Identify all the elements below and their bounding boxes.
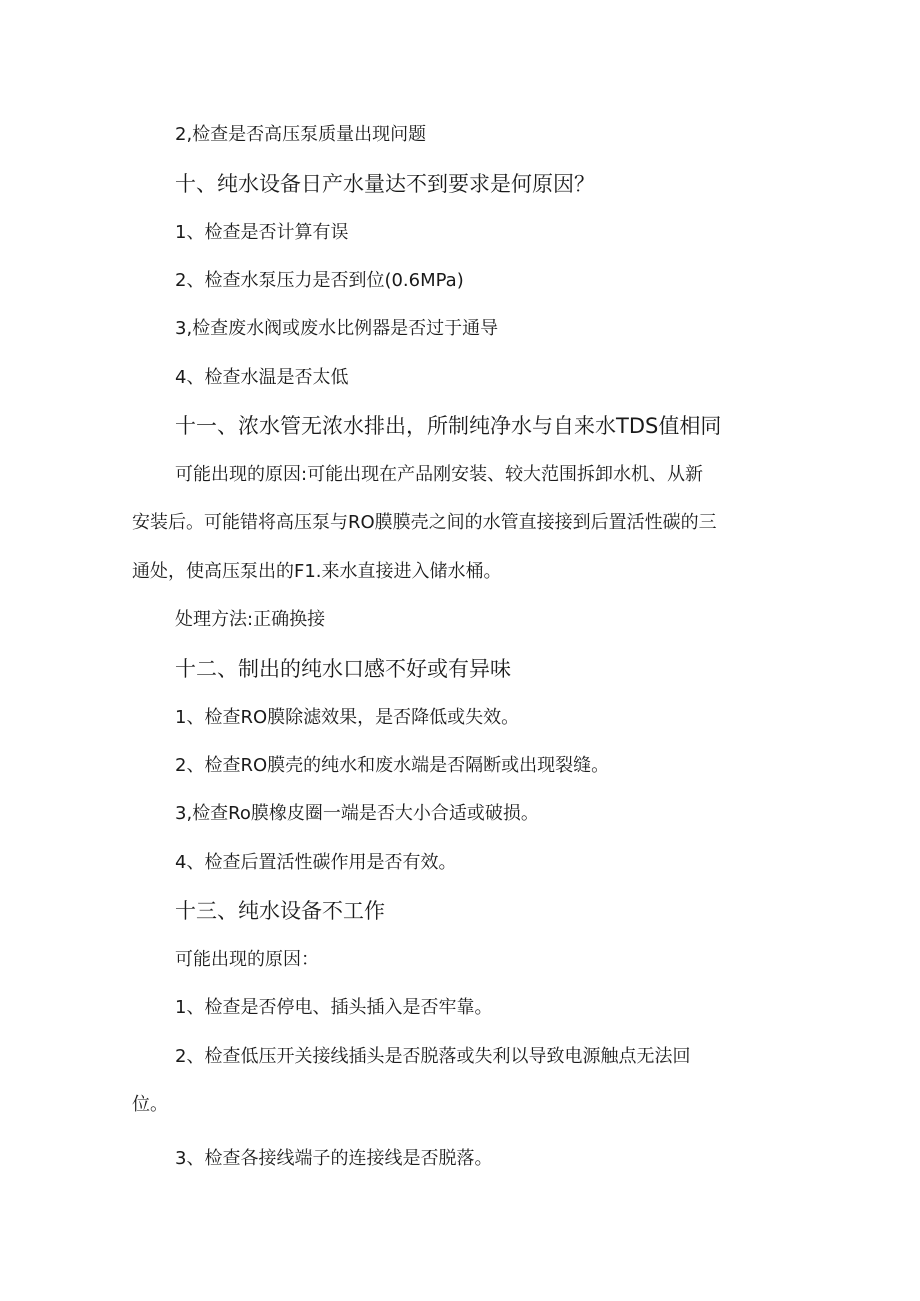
paragraph-line: 处理方法:正确换接 xyxy=(175,609,326,630)
paragraph-line: 可能出现的原因： xyxy=(175,949,319,970)
list-item: 1、检查RO膜除滤效果，是否降低或失效。 xyxy=(175,707,520,728)
list-item: 4、检查水温是否太低 xyxy=(175,367,349,388)
section-heading: 十三、纯水设备不工作 xyxy=(175,899,385,923)
paragraph-line: 通处，使高压泵出的F1.来水直接进入储水桶。 xyxy=(132,561,502,582)
section-heading: 十二、制出的纯水口感不好或有异味 xyxy=(175,657,511,681)
paragraph-line: 安装后。可能错将高压泵与RO膜膜壳之间的水管直接接到后置活性碳的三 xyxy=(132,512,717,533)
list-item: 3、检查各接线端子的连接线是否脱落。 xyxy=(175,1148,493,1169)
section-heading: 十、纯水设备日产水量达不到要求是何原因？ xyxy=(175,172,595,196)
list-item: 2、检查低压开关接线插头是否脱落或失利以导致电源触点无法回 xyxy=(175,1046,691,1067)
section-heading: 十一、浓水管无浓水排出，所制纯净水与自来水TDS值相同 xyxy=(175,414,722,438)
list-item: 1、检查是否计算有误 xyxy=(175,222,349,243)
paragraph-line: 2,检查是否高压泵质量出现问题 xyxy=(175,124,427,145)
list-item: 3,检查废水阀或废水比例器是否过于通导 xyxy=(175,318,499,339)
list-item: 1、检查是否停电、插头插入是否牢靠。 xyxy=(175,997,493,1018)
list-item: 2、检查RO膜壳的纯水和废水端是否隔断或出现裂缝。 xyxy=(175,755,610,776)
paragraph-line: 可能出现的原因:可能出现在产品刚安装、较大范围拆卸水机、从新 xyxy=(175,464,704,485)
list-item: 3,检查Ro膜橡皮圈一端是否大小合适或破损。 xyxy=(175,803,539,824)
list-item: 4、检查后置活性碳作用是否有效。 xyxy=(175,852,457,873)
list-item: 2、检查水泵压力是否到位(0.6MPa) xyxy=(175,270,464,291)
paragraph-line: 位。 xyxy=(132,1094,168,1115)
